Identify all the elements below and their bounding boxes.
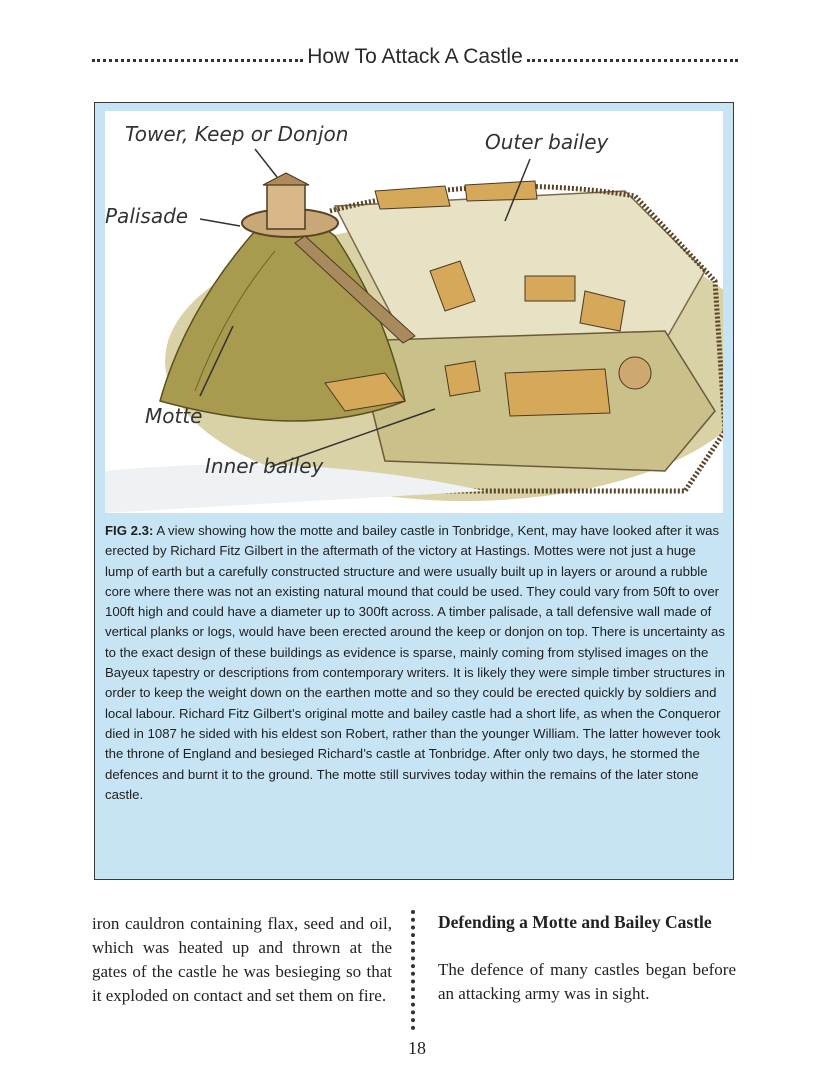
- header-dots-left: [92, 59, 303, 62]
- page-number: 18: [408, 1038, 426, 1058]
- keep-roof: [263, 173, 309, 185]
- castle-illustration: [105, 111, 723, 513]
- figure-box: [94, 102, 734, 880]
- right-column: [438, 910, 736, 1006]
- castle-drawing: [105, 111, 723, 513]
- tower-pointer: [255, 149, 277, 177]
- column-divider: [411, 910, 415, 1030]
- section-heading: Defending a Motte and Bailey Castle: [438, 912, 712, 932]
- header-title: How To Attack A Castle: [307, 45, 523, 68]
- left-column-text: iron cauldron containing flax, seed and oil, which was heated up and thrown at the gates of the castle he was besieging so that it exploded on contact and set them on fire.: [92, 914, 392, 1005]
- running-header: [92, 42, 738, 72]
- callout-tower: Tower, Keep or Donjon: [125, 122, 349, 146]
- keep-tower: [267, 183, 305, 229]
- figure-caption: [105, 521, 727, 805]
- callout-inner-bailey: Inner bailey: [205, 454, 324, 478]
- figure-caption-text: A view showing how the motte and bailey castle in Tonbridge, Kent, may have looked after it was erected by Richard Fitz Gilbert in the aftermath of the victory at Hastings. Mottes were not just a huge lump of earth but a carefully constructed structure and were usually built up in layers or around a rubble core where there was not an existing natural mound that could be used. They could vary from 50ft to over 100ft high and could have a diameter up to 300ft across. A timber palisade, a tall defensive wall made of vertical planks or logs, would have been erected around the keep or donjon on top. There is uncertainty as to the exact design of these buildings as evidence is sparse, mainly coming from stylised images on the Bayeux tapestry or descriptions from contemporary writers. It is likely they were simple timber structures in order to keep the weight down on the earthen motte and so they could be erected quickly by soldiers and local labour. Richard Fitz Gilbert’s original motte and bailey castle had a short life, as when the Conqueror died in 1087 he sided with his eldest son Robert, rather than the younger William. The latter however took the throne of England and besieged Richard’s castle at Tonbridge. After only two days, he stormed the defences and burnt it to the ground. The motte still survives today within the remains of the later stone castle.: [105, 523, 726, 802]
- right-column-text: The defence of many castles began before an attacking army was in sight.: [438, 960, 736, 1003]
- figure-label: FIG 2.3:: [105, 523, 154, 538]
- callout-palisade: Palisade: [105, 204, 189, 228]
- palisade-pointer: [200, 219, 240, 226]
- header-dots-right: [527, 59, 738, 62]
- callout-outer-bailey: Outer bailey: [485, 130, 609, 154]
- callout-motte: Motte: [145, 404, 203, 428]
